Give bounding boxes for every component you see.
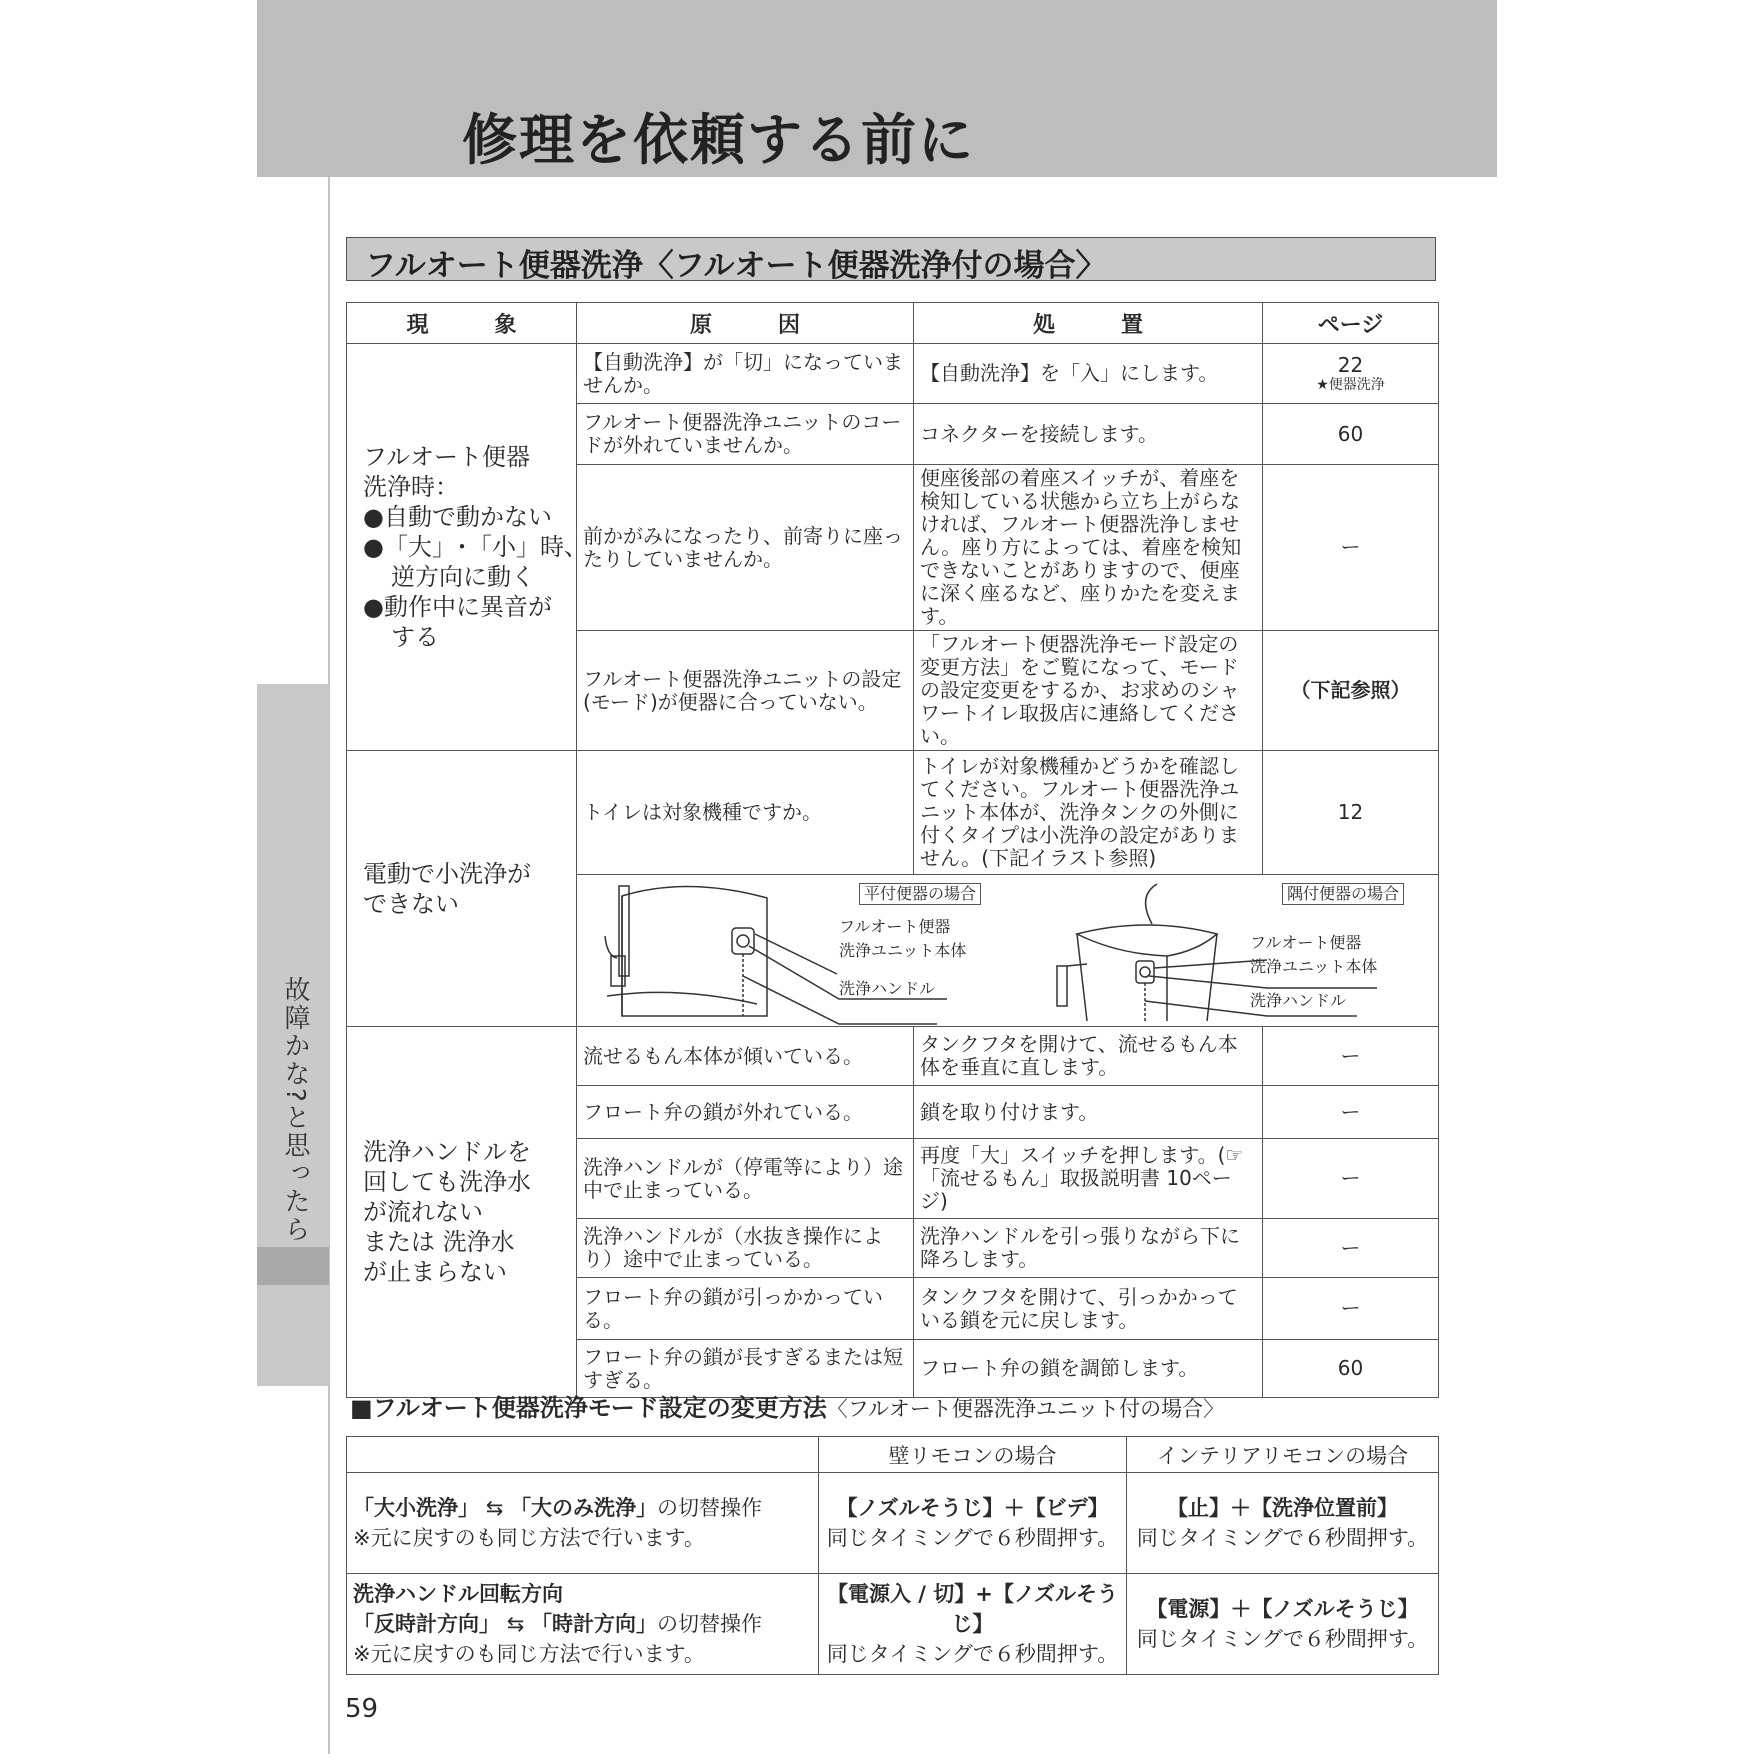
page-cell: ー — [1263, 1139, 1439, 1219]
cause-cell: トイレは対象機種ですか。 — [577, 751, 914, 875]
page-cell: ー — [1263, 465, 1439, 631]
mode-option-b: 「時計方向」 — [530, 1612, 657, 1636]
page-cell: ー — [1263, 1278, 1439, 1340]
mode-section-heading — [350, 1388, 1224, 1423]
symptom-line: フルオート便器 — [363, 443, 531, 471]
corner-handle-label: 洗浄ハンドル — [1250, 991, 1347, 1010]
page-cell: （下記参照） — [1263, 631, 1439, 751]
page-title: 修理を依頼する前に — [462, 108, 976, 172]
page-cell — [1263, 344, 1439, 404]
cause-cell: 洗浄ハンドルが（水抜き操作により）途中で止まっている。 — [577, 1219, 914, 1278]
mode-label-title: 洗浄ハンドル回転方向 — [353, 1582, 563, 1606]
mode-note: ※元に戻すのも同じ方法で行います。 — [353, 1526, 705, 1550]
corner-unit-label: フルオート便器 — [1250, 933, 1362, 952]
symptom-line: できない — [363, 889, 459, 918]
mode-option-a: 「反時計方向」 — [353, 1612, 500, 1636]
action-cell: タンクフタを開けて、引っかかっている鎖を元に戻します。 — [914, 1278, 1263, 1340]
header-cause: 原 因 — [577, 303, 914, 344]
symptom-cell — [347, 1027, 577, 1398]
symptom-line: ●「大」･「小」時、 — [363, 533, 588, 561]
cause-cell: 前かがみになったり、前寄りに座ったりしていませんか。 — [577, 465, 914, 631]
mode-switch-text: の切替操作 — [656, 1612, 762, 1636]
cause-cell: フルオート便器洗浄ユニットの設定(モード)が便器に合っていない。 — [577, 631, 914, 751]
page-number: 59 — [345, 1694, 379, 1724]
wall-op: 【ノズルそうじ】＋【ビデ】 — [836, 1496, 1109, 1520]
page-cell: 60 — [1263, 404, 1439, 465]
illustration-cell — [577, 875, 1439, 1027]
mode-note: ※元に戻すのも同じ方法で行います。 — [353, 1642, 705, 1666]
cause-cell: 流せるもん本体が傾いている。 — [577, 1027, 914, 1086]
table-row — [347, 751, 1439, 875]
mode-header-blank — [347, 1437, 819, 1473]
side-tab-marker — [257, 1247, 329, 1285]
wall-remote-cell — [819, 1574, 1127, 1675]
wall-note: 同じタイミングで６秒間押す。 — [826, 1642, 1119, 1666]
mode-heading-sub: 〈フルオート便器洗浄ユニット付の場合〉 — [826, 1397, 1225, 1421]
page-ref: 22 — [1337, 353, 1364, 377]
page-cell: ー — [1263, 1086, 1439, 1139]
mode-row — [347, 1574, 1439, 1675]
mode-label-cell — [347, 1574, 819, 1675]
interior-note: 同じタイミングで６秒間押す。 — [1136, 1526, 1429, 1550]
interior-remote-cell — [1127, 1574, 1439, 1675]
cause-cell: 【自動洗浄】が「切」になっていませんか。 — [577, 344, 914, 404]
side-tab-label: 故障かな?と思ったら — [280, 976, 310, 1244]
interior-op: 【電源】＋【ノズルそうじ】 — [1146, 1597, 1419, 1621]
symptom-line: が止まらない — [363, 1258, 507, 1286]
page-note: ★便器洗浄 — [1316, 377, 1385, 393]
cause-cell: フルオート便器洗浄ユニットのコードが外れていませんか。 — [577, 404, 914, 465]
table-header-row — [347, 303, 1439, 344]
action-cell: コネクターを接続します。 — [914, 404, 1263, 465]
table-row — [347, 1027, 1439, 1086]
symptom-line: 回しても洗浄水 — [363, 1168, 531, 1196]
interior-note: 同じタイミングで６秒間押す。 — [1136, 1627, 1429, 1651]
trouble-table — [346, 302, 1439, 1398]
mode-switch-text: の切替操作 — [656, 1496, 762, 1520]
interior-op: 【止】＋【洗浄位置前】 — [1167, 1496, 1398, 1520]
mode-table — [346, 1436, 1439, 1675]
section-heading — [346, 237, 1436, 284]
page-cell: ー — [1263, 1027, 1439, 1086]
page-cell: ー — [1263, 1219, 1439, 1278]
cause-cell: フロート弁の鎖が引っかかっている。 — [577, 1278, 914, 1340]
mode-option-a: 「大小洗浄」 — [353, 1496, 479, 1520]
mode-option-b: 「大のみ洗浄」 — [509, 1496, 657, 1520]
mode-label-line — [353, 1493, 812, 1523]
symptom-cell — [347, 751, 577, 1027]
symptom-line: が流れない — [363, 1198, 483, 1226]
corner-toilet-tag: 隅付便器の場合 — [1282, 883, 1404, 905]
action-cell: タンクフタを開けて、流せるもん本体を垂直に直します。 — [914, 1027, 1263, 1086]
mode-label-line — [353, 1609, 812, 1639]
flat-toilet-tag: 平付便器の場合 — [859, 883, 981, 905]
wall-note: 同じタイミングで６秒間押す。 — [826, 1526, 1119, 1550]
action-cell: トイレが対象機種かどうかを確認してください。フルオート便器洗浄ユニット本体が、洗浄タンクの外側に付くタイプは小洗浄の設定がありません。(下記イラスト参照) — [914, 751, 1263, 875]
action-cell: 「フルオート便器洗浄モード設定の変更方法」をご覧になって、モードの設定変更をするか、お求めのシャワートイレ取扱店に連絡してください。 — [914, 631, 1263, 751]
action-cell: 鎖を取り付けます。 — [914, 1086, 1263, 1139]
flat-unit-label: フルオート便器 — [839, 917, 951, 936]
symptom-line: 洗浄時： — [363, 473, 459, 501]
symptom-line: 洗浄ハンドルを — [363, 1138, 531, 1166]
symptom-line: ●自動で動かない — [363, 503, 552, 531]
wall-op: 【電源入 / 切】+【ノズルそうじ】 — [826, 1582, 1119, 1636]
action-cell: フロート弁の鎖を調節します。 — [914, 1340, 1263, 1398]
swap-arrows-icon: ⇆ — [506, 1612, 525, 1636]
symptom-line: 逆方向に動く — [391, 563, 535, 591]
flat-handle-label: 洗浄ハンドル — [839, 979, 936, 998]
interior-remote-cell — [1127, 1473, 1439, 1574]
symptom-line: ●動作中に異音が — [363, 593, 552, 621]
corner-unit-label: 洗浄ユニット本体 — [1250, 957, 1378, 976]
swap-arrows-icon: ⇆ — [485, 1496, 504, 1520]
header-action: 処 置 — [914, 303, 1263, 344]
symptom-line: する — [391, 623, 439, 651]
mode-heading-main: ■フルオート便器洗浄モード設定の変更方法 — [350, 1394, 827, 1422]
cause-cell: フロート弁の鎖が長すぎるまたは短すぎる。 — [577, 1340, 914, 1398]
action-cell: 【自動洗浄】を「入」にします。 — [914, 344, 1263, 404]
wall-remote-cell — [819, 1473, 1127, 1574]
symptom-cell — [347, 344, 588, 751]
page-cell: 60 — [1263, 1340, 1439, 1398]
mode-table-header-row — [347, 1437, 1439, 1473]
cause-cell: 洗浄ハンドルが（停電等により）途中で止まっている。 — [577, 1139, 914, 1219]
mode-header-wall: 壁リモコンの場合 — [819, 1437, 1127, 1473]
section-heading-text: フルオート便器洗浄〈フルオート便器洗浄付の場合〉 — [365, 248, 1107, 284]
mode-label-cell — [347, 1473, 819, 1574]
action-cell: 洗浄ハンドルを引っ張りながら下に降ろします。 — [914, 1219, 1263, 1278]
cause-cell: フロート弁の鎖が外れている。 — [577, 1086, 914, 1139]
symptom-line: 電動で小洗浄が — [363, 859, 531, 888]
mode-row — [347, 1473, 1439, 1574]
action-cell: 再度「大」スイッチを押します。(☞「流せるもん」取扱説明書 10ページ) — [914, 1139, 1263, 1219]
symptom-line: または 洗浄水 — [363, 1228, 515, 1256]
header-symptom: 現 象 — [347, 303, 577, 344]
mode-header-interior: インテリアリモコンの場合 — [1127, 1437, 1439, 1473]
header-page: ページ — [1263, 303, 1439, 344]
table-row — [347, 344, 1439, 404]
flat-unit-label: 洗浄ユニット本体 — [839, 941, 967, 960]
page-cell: 12 — [1263, 751, 1439, 875]
action-cell: 便座後部の着座スイッチが、着座を検知している状態から立ち上がらなければ、フルオート便器洗浄しません。座り方によっては、着座を検知できないことがありますので、便座に深く座るなど、座りかたを変えます。 — [914, 465, 1263, 631]
